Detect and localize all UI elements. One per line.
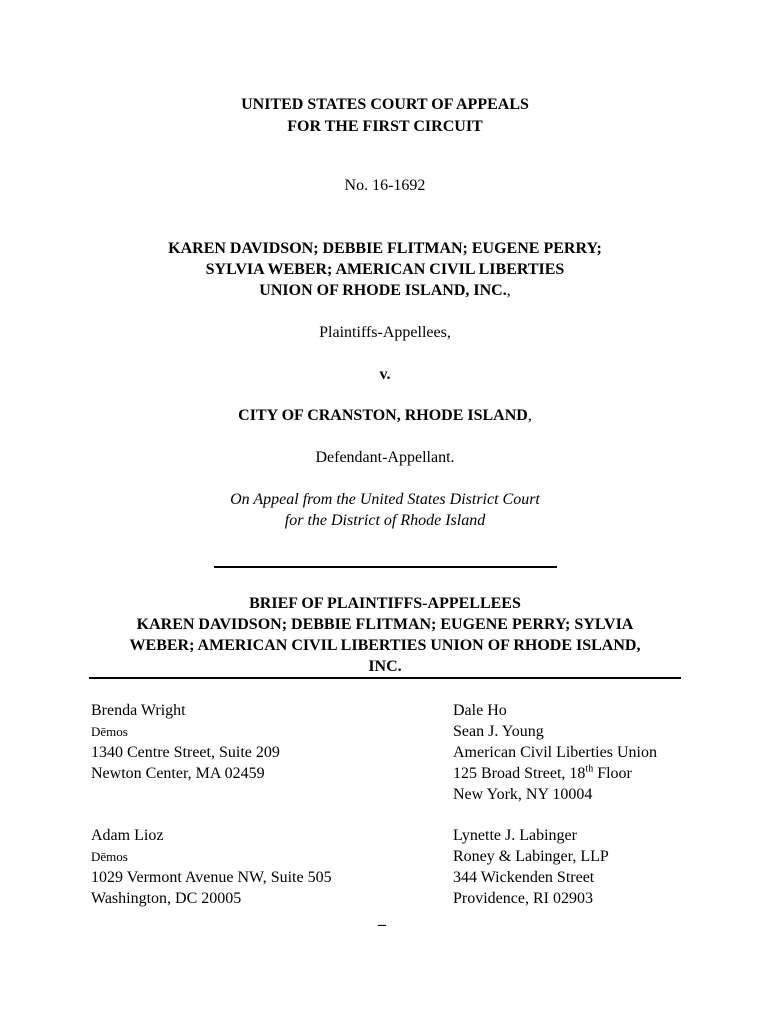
- appeal-line-1: On Appeal from the United States District Court: [230, 491, 540, 508]
- court-heading-line-2: FOR THE FIRST CIRCUIT: [287, 118, 483, 135]
- counsel-name: Adam Lioz: [91, 827, 164, 844]
- counsel-name: Brenda Wright: [91, 702, 186, 719]
- counsel-block-wright: [91, 700, 280, 784]
- appeal-origin: [0, 489, 770, 531]
- brief-title-line-4: INC.: [368, 658, 402, 675]
- plaintiffs-line-3-comma: ,: [506, 282, 511, 299]
- address-ordinal: th: [585, 763, 594, 775]
- versus: v.: [379, 366, 391, 383]
- counsel-address-1: 1340 Centre Street, Suite 209: [91, 744, 280, 761]
- counsel-name: Lynette J. Labinger: [453, 827, 577, 844]
- counsel-block-labinger: [453, 825, 609, 909]
- counsel-block-aclu: [453, 700, 657, 805]
- defendant-comma: ,: [527, 407, 532, 424]
- appeal-line-2: for the District of Rhode Island: [284, 512, 486, 529]
- counsel-address-2: Newton Center, MA 02459: [91, 765, 265, 782]
- docket-number: No. 16-1692: [344, 177, 426, 194]
- brief-title-line-1: BRIEF OF PLAINTIFFS-APPELLEES: [249, 595, 521, 612]
- counsel-address-1: [453, 763, 657, 784]
- counsel-address-2: New York, NY 10004: [453, 786, 593, 803]
- defendant-name: CITY OF CRANSTON, RHODE ISLAND: [238, 407, 528, 424]
- brief-title-line-2: KAREN DAVIDSON; DEBBIE FLITMAN; EUGENE PERRY; SYLVIA: [136, 616, 634, 633]
- plaintiffs-line-1: KAREN DAVIDSON; DEBBIE FLITMAN; EUGENE PERRY;: [168, 240, 602, 257]
- counsel-address-2: Providence, RI 02903: [453, 890, 593, 907]
- plaintiffs-line-3: [0, 280, 770, 301]
- plaintiffs-role: Plaintiffs-Appellees,: [319, 324, 451, 341]
- counsel-org: Dēmos: [91, 724, 128, 739]
- brief-title: [0, 593, 770, 677]
- divider-long: [89, 677, 681, 679]
- court-heading-line-1: UNITED STATES COURT OF APPEALS: [241, 96, 529, 113]
- address-floor: Floor: [593, 765, 632, 782]
- plaintiffs-caption: [0, 238, 770, 301]
- defendant-role: Defendant-Appellant.: [315, 449, 455, 466]
- defendant-caption: [0, 407, 770, 425]
- plaintiffs-line-2: SYLVIA WEBER; AMERICAN CIVIL LIBERTIES: [205, 261, 565, 278]
- counsel-org: American Civil Liberties Union: [453, 744, 657, 761]
- counsel-address-1: 344 Wickenden Street: [453, 869, 595, 886]
- page-mark: –: [378, 916, 386, 933]
- counsel-name-2: Sean J. Young: [453, 723, 544, 740]
- counsel-org: Roney & Labinger, LLP: [453, 848, 609, 865]
- brief-title-line-3: WEBER; AMERICAN CIVIL LIBERTIES UNION OF RHODE ISLAND,: [129, 637, 641, 654]
- counsel-address-2: Washington, DC 20005: [91, 890, 242, 907]
- counsel-block-lioz: [91, 825, 332, 909]
- plaintiffs-line-3-text: UNION OF RHODE ISLAND, INC.: [259, 282, 507, 299]
- counsel-org: Dēmos: [91, 849, 128, 864]
- counsel-address-1: 1029 Vermont Avenue NW, Suite 505: [91, 869, 332, 886]
- address-street: 125 Broad Street, 18: [453, 765, 586, 782]
- divider-short: [214, 566, 557, 568]
- court-heading: [0, 94, 770, 138]
- counsel-name: Dale Ho: [453, 702, 507, 719]
